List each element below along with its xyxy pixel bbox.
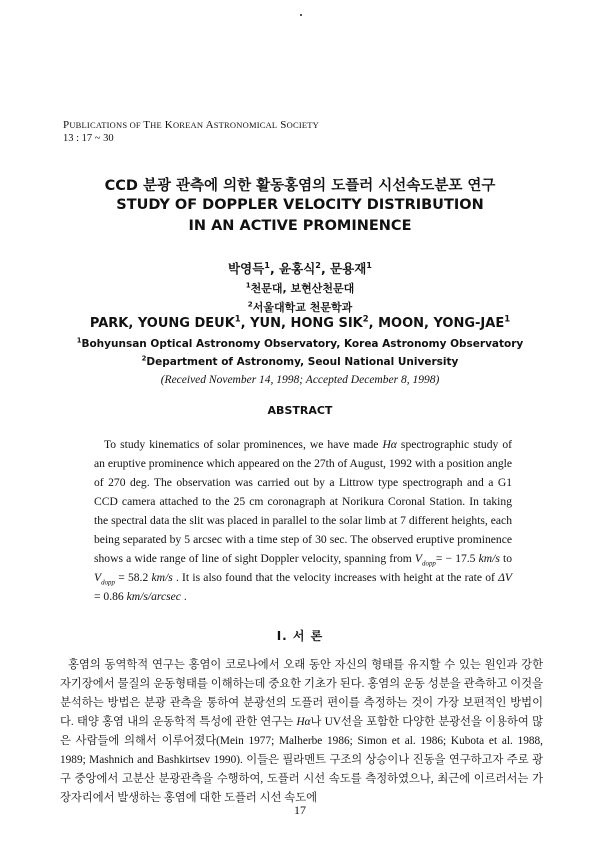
authors-english: PARK, YOUNG DEUK$^1$, YUN, HONG SIK$^2$, MOON, YONG-JAE$^1$ xyxy=(89,313,511,331)
scan-mark xyxy=(300,14,302,16)
journal-name: PUBLICATIONS OF THE KOREAN ASTRONOMICAL SOCIETY xyxy=(63,119,319,131)
abstract-heading: ABSTRACT xyxy=(267,404,333,417)
affiliation-korean-2: $^2$서울대학교 천문학과 xyxy=(247,299,353,314)
abstract-text: To study kinematics of solar prominences, we have made Hα spectrographic study of an eruptive prominence which appeared on the 27th of August, 1992 with a position angle of 270 deg. The observation was carried out by a Littrow type spectrograph and a G1 CCD camera attached to the 25 cm coronagraph at Norikura Coronal Station. In taking the spectral data the slit was placed in parallel to the solar limb at 7 different heights, each being separated by 5 arcsec with a time step of 30 sec. The observed eruptive prominence shows a wide range of line of sight Doppler velocity, spanning from $V_{dopp}= - 17.5$ km/s to $V_{dopp} = 58.2$ km/s . It is also found that the velocity increases with height at the rate of ΔV = 0.86 km/s/arcsec . xyxy=(94,438,512,603)
page-number: 17 xyxy=(294,803,306,817)
section-heading-introduction: I. 서 론 xyxy=(276,629,324,643)
title-korean: CCD 분광 관측에 의한 활동홍염의 도플러 시선속도분포 연구 xyxy=(104,178,496,194)
affiliation-english-1: $^1$Bohyunsan Optical Astronomy Observatory, Korea Astronomy Observatory xyxy=(76,336,524,350)
authors-korean: 박영득$^1$, 윤홍식$^2$, 문용재$^1$ xyxy=(228,259,372,276)
affiliation-korean-1: $^1$천문대, 보현산천문대 xyxy=(245,280,355,295)
affiliation-english-2: $^2$Department of Astronomy, Seoul National University xyxy=(141,354,459,368)
body-text: 홍염의 동역학적 연구는 홍염이 코로나에서 오래 동안 자신의 형태를 유지할 수 있는 원인과 강한 자기장에서 물질의 운동형태를 이해하는데 중요한 기초가 된다. 홍염의 운동 성분을 관측하고 이것을 분석하는 방법은 분광 관측을 통하여 분광선의 도플러 편이를 측정하는 것이 가장 보편적인 방법이다. 태양 홍염 내의 운동학적 특성에 관한 연구는 Hα나 UV선을 포함한 다양한 분광선을 이용하여 많은 사람들에 의해서 이루어졌다(Mein 1977; Malherbe 1986; Simon et al. 1986; Kubota et al. 1988, 1989; Mashnich and Bashkirtsev 1990). 이들은 필라멘트 구조의 상승이나 진동을 연구하고자 주로 광구 중앙에서 고분산 분광관측을 수행하여, 도플러 시선 속도를 측정하였으나, 최근에 이르러서는 가장자리에서 발생하는 홍염에 대한 도플러 시선 속도에 xyxy=(60,659,543,804)
volume-pages: 13 : 17 ~ 30 xyxy=(63,133,114,144)
title-english: STUDY OF DOPPLER VELOCITY DISTRIBUTION IN AN ACTIVE PROMINENCE xyxy=(116,197,484,234)
received-date: (Received November 14, 1998; Accepted December 8, 1998) xyxy=(160,374,440,386)
